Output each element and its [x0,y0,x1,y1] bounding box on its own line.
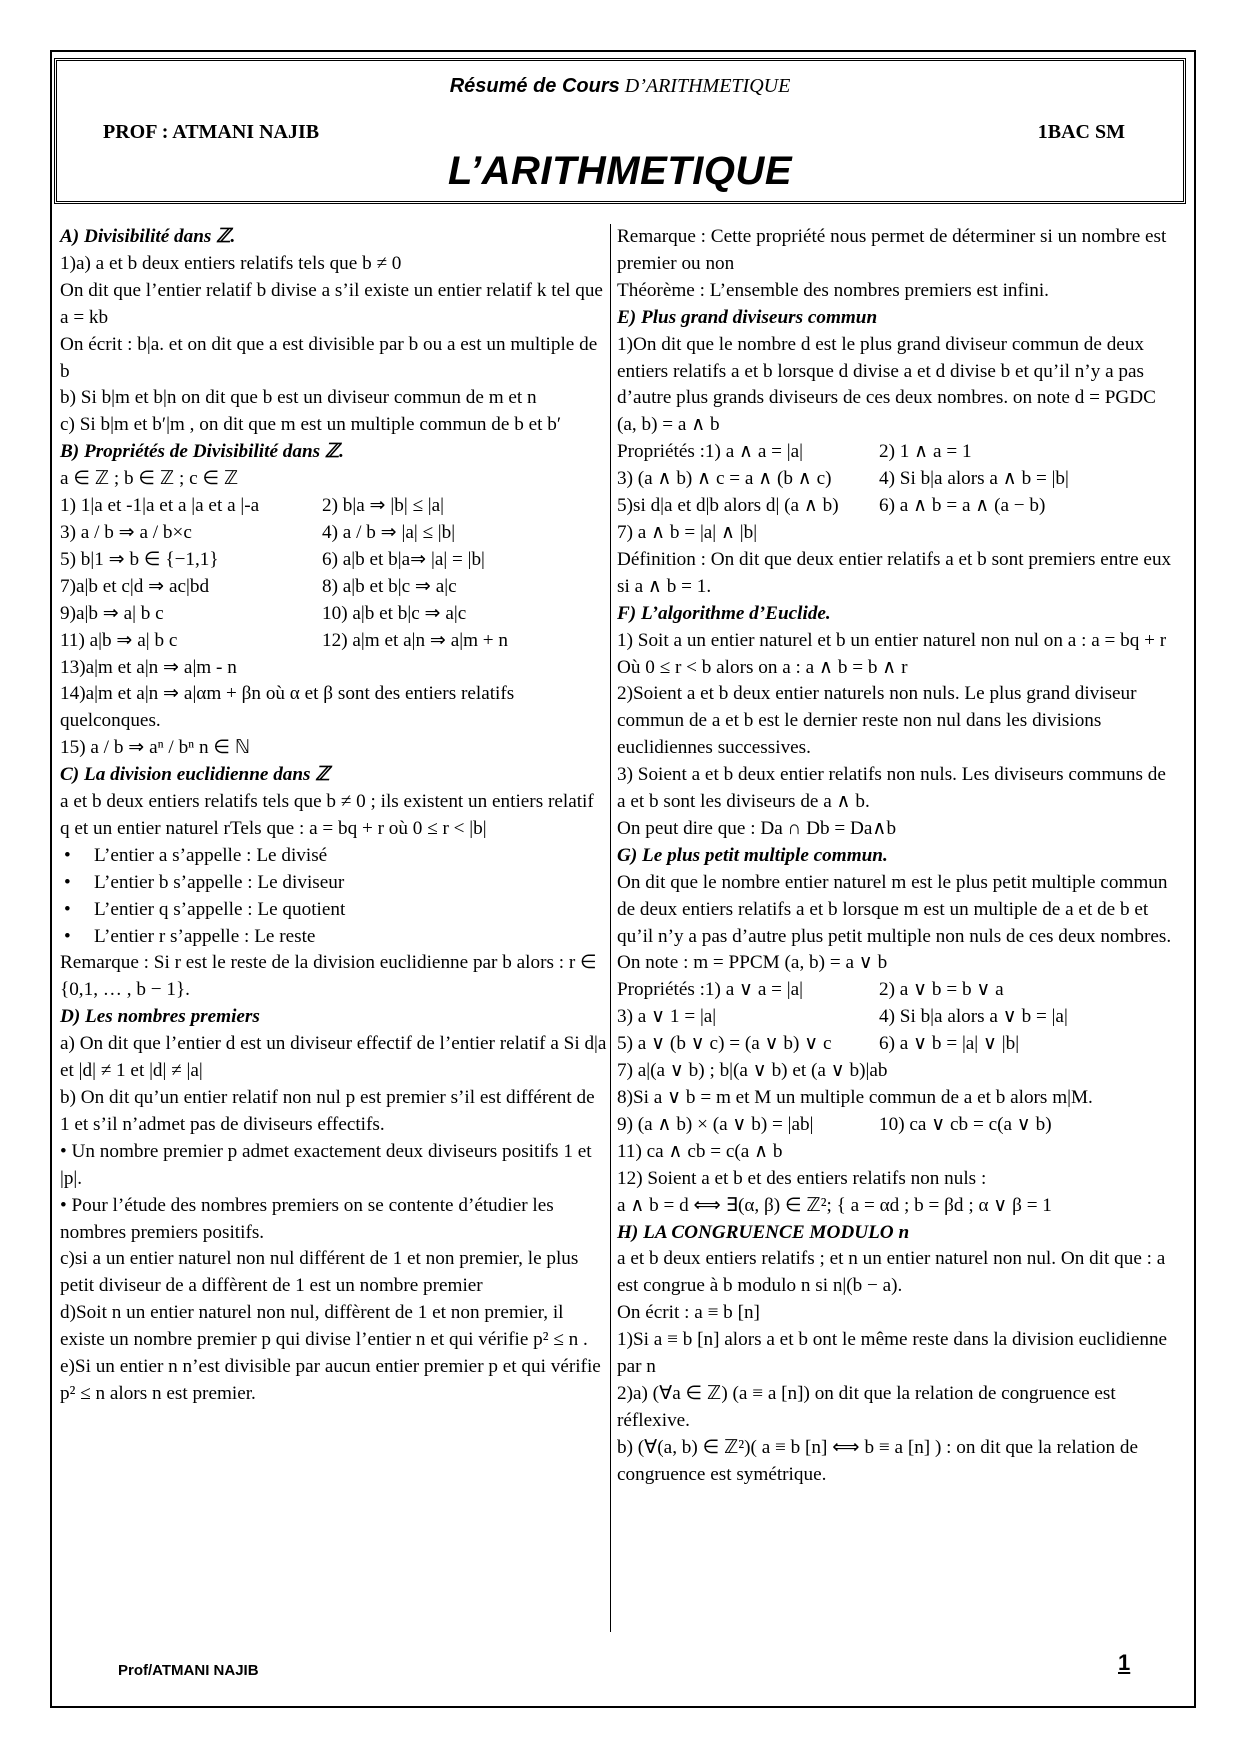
text-line: 3) Soient a et b deux entier relatifs non nuls. Les diviseurs communs de a et b sont les diviseurs de a ∧ b. [617,764,1166,813]
property-left: Propriétés :1) a ∧ a = |a| [617,441,803,463]
text-line: 2)a) (∀a ∈ ℤ) (a ≡ a [n]) on dit que la relation de congruence est réflexive. [617,1382,1116,1431]
list-item: • L’entier q s’appelle : Le quotient [90,897,608,924]
text-line: 1)a) a et b deux entiers relatifs tels que b ≠ 0 [60,252,402,274]
property-right: 4) Si b|a alors a ∨ b = |a| [879,1006,1068,1028]
property-row [617,493,1177,520]
text-line: 8)Si a ∨ b = m et M un multiple commun de a et b alors m|M. [617,1087,1093,1108]
text-line: 1)On dit que le nombre d est le plus grand diviseur commun de deux entiers relatifs a et b lorsque d divise a et d divise b et qu’il n’y a pas d’autre plus grands diviseurs de ces deux nombres. on note d = PGDC (a, b) = a ∧ b [617,333,1156,436]
property-row [617,1031,1177,1058]
property-row [60,574,608,601]
text-line: 12) Soient a et b et des entiers relatifs non nuls : [617,1167,987,1189]
text-line: 1)Si a ≡ b [n] alors a et b ont le même reste dans la division euclidienne par n [617,1329,1168,1378]
text-line: 7) a|(a ∨ b) ; b|(a ∨ b) et (a ∨ b)|ab [617,1060,888,1082]
text-line: On écrit : a ≡ b [n] [617,1302,760,1324]
text-line: a) On dit que l’entier d est un diviseur effectif de l’entier relatif a Si d|a et |d| ≠ 1 et |d| ≠ |a| [60,1033,607,1082]
right-column [617,224,1177,1489]
text-line: 13)a|m et a|n ⇒ a|m - n [60,656,237,678]
prof-name: PROF : ATMANI NAJIB [103,121,320,143]
list-item: • L’entier b s’appelle : Le diviseur [90,870,608,897]
property-left: 9)a|b ⇒ a| b c [60,602,164,624]
property-right: 2) 1 ∧ a = 1 [879,441,972,463]
property-row [617,977,1177,1004]
property-left: 5) b|1 ⇒ b ∈ {−1,1} [60,548,219,570]
property-right: 6) a ∧ b = a ∧ (a − b) [879,495,1046,517]
text-line: b) Si b|m et b|n on dit que b est un diviseur commun de m et n [60,387,537,409]
text-line: b) (∀(a, b) ∈ ℤ²)( a ≡ b [n] ⟺ b ≡ a [n] ) : on dit que la relation de congruence est symétrique. [617,1436,1138,1485]
property-left: 1) 1|a et -1|a et a |a et a |-a [60,495,260,517]
property-left: 5) a ∨ (b ∨ c) = (a ∨ b) ∨ c [617,1033,832,1055]
property-left: 3) (a ∧ b) ∧ c = a ∧ (b ∧ c) [617,468,832,490]
text-line: Théorème : L’ensemble des nombres premiers est infini. [617,279,1049,301]
property-left: 3) a / b ⇒ a / b×c [60,521,192,543]
section-heading: G) Le plus petit multiple commun. [617,844,888,866]
property-row [617,1004,1177,1031]
section-heading: B) Propriétés de Divisibilité dans ℤ. [60,441,344,463]
class-level: 1BAC SM [1037,121,1125,143]
property-right: 10) ca ∨ cb = c(a ∨ b) [879,1113,1052,1135]
text-line: On dit que l’entier relatif b divise a s’il existe un entier relatif k tel que a = kb [60,279,603,328]
property-right: 2) a ∨ b = b ∨ a [879,979,1004,1001]
property-left: 11) a|b ⇒ a| b c [60,629,178,651]
property-row [617,466,1177,493]
property-right: 8) a|b et b|c ⇒ a|c [322,575,457,597]
text-line: Remarque : Cette propriété nous permet de déterminer si un nombre est premier ou non [617,226,1167,274]
property-row [617,1112,1177,1139]
property-right: 10) a|b et b|c ⇒ a|c [322,602,467,624]
property-right: 12) a|m et a|n ⇒ a|m + n [322,629,509,651]
property-left: 9) (a ∧ b) × (a ∨ b) = |ab| [617,1113,814,1135]
text-line: b) On dit qu’un entier relatif non nul p est premier s’il est différent de 1 et s’il n’admet pas de diviseurs effectifs. [60,1087,595,1135]
text-line: a ∈ ℤ ; b ∈ ℤ ; c ∈ ℤ [60,468,239,490]
course-subtitle: Résumé de Cours D’ARITHMETIQUE [449,75,791,97]
section-heading: H) LA CONGRUENCE MODULO n [617,1221,910,1243]
property-row [617,439,1177,466]
text-line: Définition : On dit que deux entier relatifs a et b sont premiers entre eux si a ∧ b = 1. [617,548,1172,597]
left-column [60,224,608,1408]
text-line: d)Soit n un entier naturel non nul, diffèrent de 1 et non premier, il existe un nombre premier p qui divise l’entier n et qui vérifie p² ≤ n . [60,1302,588,1351]
text-line: a et b deux entiers relatifs tels que b ≠ 0 ; ils existent un entiers relatif q et un entier naturel rTels que : a = bq + r où 0 ≤ r < |b| [60,791,594,839]
property-row [60,547,608,574]
list-item: • L’entier r s’appelle : Le reste [90,924,608,951]
property-right: 6) a|b et b|a⇒ |a| = |b| [322,548,485,570]
property-left: Propriétés :1) a ∨ a = |a| [617,979,803,1001]
header-box [54,58,1186,204]
text-line: • Un nombre premier p admet exactement deux diviseurs positifs 1 et |p|. [60,1140,592,1189]
bullet-list [60,843,608,951]
column-divider [610,224,611,1632]
section-heading: F) L’algorithme d’Euclide. [617,602,831,624]
section-heading: A) Divisibilité dans ℤ. [60,226,236,247]
property-right: 6) a ∨ b = |a| ∨ |b| [879,1033,1020,1055]
text-line: Remarque : Si r est le reste de la division euclidienne par b alors : r ∈ {0,1, … , b − 1}. [60,952,597,1001]
page-title: L’ARITHMETIQUE [447,149,792,193]
text-line: c)si a un entier naturel non nul différent de 1 et non premier, le plus petit diviseur de a diffèrent de 1 est un nombre premier [60,1248,579,1297]
text-line: 15) a / b ⇒ aⁿ / bⁿ n ∈ ℕ [60,737,251,759]
section-heading: C) La division euclidienne dans ℤ [60,764,330,786]
text-line: • Pour l’étude des nombres premiers on se contente d’étudier les nombres premiers positifs. [60,1194,554,1243]
property-row [60,520,608,547]
property-left: 3) a ∨ 1 = |a| [617,1006,717,1028]
text-line: 11) ca ∧ cb = c(a ∧ b [617,1140,783,1162]
property-left: 7)a|b et c|d ⇒ ac|bd [60,575,210,597]
property-right: 4) Si b|a alors a ∧ b = |b| [879,468,1069,490]
page-number: 1 [1118,1650,1131,1675]
text-line: e)Si un entier n n’est divisible par aucun entier premier p et qui vérifie p² ≤ n alors n est premier. [60,1356,601,1404]
text-line: c) Si b|m et b′|m , on dit que m est un multiple commun de b et b′ [60,414,562,436]
property-row [60,601,608,628]
text-line: On dit que le nombre entier naturel m est le plus petit multiple commun de deux entiers relatifs a et b lorsque m est un multiple de a et de b et qu’il n’y a pas d’autre plus petit multiple non nuls de ces deux nombres. On note : m = PPCM (a, b) = a ∨ b [617,871,1172,974]
text-line: 1) Soit a un entier naturel et b un entier naturel non nul on a : a = bq + r Où 0 ≤ r < b alors on a : a ∧ b = b ∧ r [617,629,1167,678]
text-line: 7) a ∧ b = |a| ∧ |b| [617,521,758,543]
footer-author: Prof/ATMANI NAJIB [118,1662,259,1679]
text-line: On écrit : b|a. et on dit que a est divisible par b ou a est un multiple de b [60,333,598,382]
section-heading: E) Plus grand diviseurs commun [617,306,878,328]
text-line: On peut dire que : Da ∩ Db = Da∧b [617,817,897,839]
property-right: 4) a / b ⇒ |a| ≤ |b| [322,521,456,543]
list-item: • L’entier a s’appelle : Le divisé [90,843,608,870]
property-row [60,493,608,520]
text-line: 14)a|m et a|n ⇒ a|αm + βn où α et β sont des entiers relatifs quelconques. [60,683,515,732]
property-row [60,628,608,655]
text-line: a et b deux entiers relatifs ; et n un entier naturel non nul. On dit que : a est congrue à b modulo n si n|(b − a). [617,1248,1166,1297]
property-right: 2) b|a ⇒ |b| ≤ |a| [322,495,445,517]
text-line: a ∧ b = d ⟺ ∃(α, β) ∈ ℤ²; { a = αd ; b = βd ; α ∨ β = 1 [617,1194,1052,1216]
property-left: 5)si d|a et d|b alors d| (a ∧ b) [617,495,839,517]
section-heading: D) Les nombres premiers [60,1006,260,1028]
text-line: 2)Soient a et b deux entier naturels non nuls. Le plus grand diviseur commun de a et b est le dernier reste non nul dans les divisions euclidiennes successives. [617,683,1137,759]
